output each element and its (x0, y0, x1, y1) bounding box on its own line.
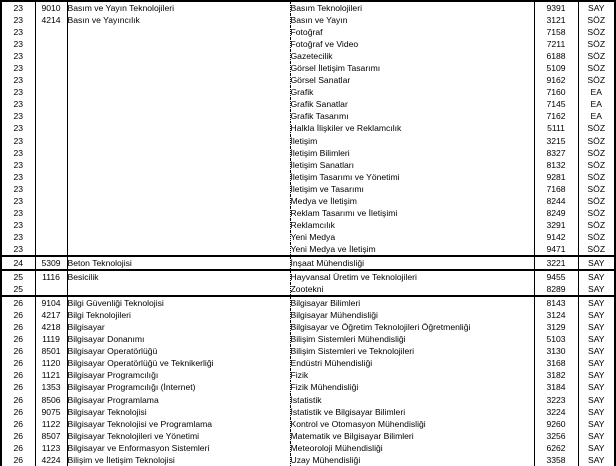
score-type-cell: SAY (578, 283, 615, 296)
score-type-cell: SAY (587, 322, 605, 333)
row-number-cell: 26 (1, 418, 35, 430)
program-code-cell: 1122 (35, 418, 67, 430)
equivalent-program-cell: Uzay Mühendisliği (290, 454, 534, 466)
equivalent-program-cell: Bilişim Sistemleri ve Teknolojileri (290, 345, 534, 357)
equivalent-program-cell: Fizik (290, 369, 534, 381)
equivalent-program-cell: Matematik ve Bilgisayar Bilimleri (290, 430, 534, 442)
score-type-cell: EA (590, 99, 602, 110)
program-code-cell (35, 195, 67, 207)
equivalent-code-cell: 3224 (534, 406, 578, 418)
score-type-cell: SAY (587, 418, 605, 429)
equivalent-program-cell: Yeni Medya ve İletişim (290, 243, 534, 256)
score-type-cell: SÖZ (587, 183, 606, 194)
equivalent-code-cell: 8132 (534, 159, 578, 171)
equivalent-code-cell: 7162 (534, 110, 578, 122)
score-type-cell: SAY (587, 442, 605, 453)
equivalent-code-cell: 9391 (534, 1, 578, 14)
conversion-table-body (1, 1, 615, 466)
program-name-cell (67, 86, 290, 98)
equivalent-code-cell: 9162 (534, 74, 578, 86)
row-number-cell: 26 (1, 454, 35, 466)
program-name-cell (67, 26, 290, 38)
row-number-cell: 26 (1, 357, 35, 369)
program-code-cell (35, 26, 67, 38)
equivalent-program-cell: Zootekni (290, 283, 534, 296)
score-type-cell: SAY (587, 334, 605, 345)
equivalent-code-cell: 3124 (534, 309, 578, 321)
table-row (1, 135, 615, 147)
table-row (1, 231, 615, 243)
program-name-cell (67, 207, 290, 219)
table-row (1, 418, 615, 430)
program-name-cell (67, 283, 290, 296)
program-code-cell: 4217 (35, 309, 67, 321)
table-row (1, 296, 615, 309)
equivalent-program-cell: İletişim (290, 135, 534, 147)
program-name-cell: Besicilik (67, 270, 290, 283)
table-row (1, 122, 615, 134)
table-row (1, 406, 615, 418)
equivalent-code-cell: 8143 (534, 296, 578, 309)
table-row (1, 369, 615, 381)
equivalent-code-cell: 3130 (534, 345, 578, 357)
row-number-cell: 23 (1, 243, 35, 256)
program-code-cell: 5309 (35, 256, 67, 270)
equivalent-program-cell: Reklamcılık (290, 219, 534, 231)
equivalent-code-cell: 8244 (534, 195, 578, 207)
row-number-cell: 26 (1, 321, 35, 333)
equivalent-program-cell: İletişim Sanatları (290, 159, 534, 171)
program-code-cell: 9075 (35, 406, 67, 418)
table-row (1, 14, 615, 26)
table-row (1, 86, 615, 98)
program-code-cell: 1121 (35, 369, 67, 381)
row-number-cell: 23 (1, 38, 35, 50)
program-code-cell (35, 122, 67, 134)
equivalent-code-cell: 7168 (534, 183, 578, 195)
program-name-cell: Bilgisayar Programcılığı (İnternet) (67, 381, 290, 393)
equivalent-program-cell: Fotoğraf ve Video (290, 38, 534, 50)
row-number-cell: 26 (1, 442, 35, 454)
program-name-cell: Basım ve Yayın Teknolojileri (67, 1, 290, 14)
equivalent-code-cell: 3184 (534, 381, 578, 393)
program-code-cell: 9010 (35, 1, 67, 14)
row-number-cell: 23 (1, 147, 35, 159)
equivalent-code-cell: 7211 (534, 38, 578, 50)
score-type-cell: SÖZ (587, 27, 606, 38)
program-name-cell (67, 171, 290, 183)
program-name-cell (67, 62, 290, 74)
equivalent-program-cell: Medya ve İletişim (290, 195, 534, 207)
program-name-cell: Bilgisayar Programcılığı (67, 369, 290, 381)
program-code-cell (35, 62, 67, 74)
equivalent-program-cell: Fotoğraf (290, 26, 534, 38)
table-row (1, 62, 615, 74)
program-name-cell: Bilgisayar Operatörlüğü (67, 345, 290, 357)
row-number-cell: 23 (1, 1, 35, 14)
equivalent-code-cell: 5111 (534, 122, 578, 134)
score-type-cell: SÖZ (587, 195, 606, 206)
program-code-cell (35, 135, 67, 147)
row-number-cell: 26 (1, 296, 35, 309)
program-name-cell (67, 38, 290, 50)
score-type-cell: SÖZ (587, 135, 606, 146)
program-name-cell (67, 219, 290, 231)
program-code-cell: 9104 (35, 296, 67, 309)
equivalent-program-cell: Bilgisayar ve Öğretim Teknolojileri Öğretmenliği (290, 321, 534, 333)
score-type-cell: SÖZ (587, 51, 606, 62)
table-row (1, 321, 615, 333)
program-name-cell (67, 243, 290, 256)
program-code-cell: 1353 (35, 381, 67, 393)
program-name-cell (67, 50, 290, 62)
table-row (1, 270, 615, 283)
score-type-cell: SAY (587, 394, 605, 405)
program-name-cell (67, 74, 290, 86)
program-name-cell (67, 231, 290, 243)
row-number-cell: 26 (1, 430, 35, 442)
table-row (1, 394, 615, 406)
program-code-cell (35, 243, 67, 256)
program-name-cell: Basın ve Yayıncılık (67, 14, 290, 26)
equivalent-program-cell: Halkla İlişkiler ve Reklamcılık (290, 122, 534, 134)
equivalent-code-cell: 3182 (534, 369, 578, 381)
equivalent-code-cell: 8249 (534, 207, 578, 219)
score-type-cell: SÖZ (587, 159, 606, 170)
row-number-cell: 23 (1, 110, 35, 122)
equivalent-code-cell: 8327 (534, 147, 578, 159)
row-number-cell: 23 (1, 62, 35, 74)
program-code-cell: 4214 (35, 14, 67, 26)
program-code-cell: 1123 (35, 442, 67, 454)
row-number-cell: 26 (1, 369, 35, 381)
program-code-cell (35, 183, 67, 195)
score-type-cell: EA (590, 111, 602, 122)
program-code-cell (35, 231, 67, 243)
program-name-cell: Bilgisayar Donanımı (67, 333, 290, 345)
equivalent-code-cell: 9260 (534, 418, 578, 430)
equivalent-program-cell: Endüstri Mühendisliği (290, 357, 534, 369)
score-type-cell: SÖZ (587, 147, 606, 158)
table-row (1, 357, 615, 369)
equivalent-program-cell: Meteoroloji Mühendisliği (290, 442, 534, 454)
table-row (1, 98, 615, 110)
program-code-cell: 8506 (35, 394, 67, 406)
row-number-cell: 23 (1, 171, 35, 183)
equivalent-program-cell: İnşaat Mühendisliği (290, 256, 534, 270)
equivalent-program-cell: Basım Teknolojileri (290, 1, 534, 14)
equivalent-code-cell: 9471 (534, 243, 578, 256)
program-code-cell (35, 147, 67, 159)
program-name-cell: Bilgi Teknolojileri (67, 309, 290, 321)
table-row (1, 256, 615, 270)
equivalent-program-cell: Kontrol ve Otomasyon Mühendisliği (290, 418, 534, 430)
program-name-cell (67, 135, 290, 147)
table-row (1, 171, 615, 183)
table-row (1, 1, 615, 14)
score-type-cell: SÖZ (587, 219, 606, 230)
equivalent-program-cell: Hayvansal Üretim ve Teknolojileri (290, 270, 534, 283)
equivalent-code-cell: 7158 (534, 26, 578, 38)
score-type-cell: SÖZ (587, 123, 606, 134)
table-row (1, 454, 615, 466)
program-code-cell: 8507 (35, 430, 67, 442)
row-number-cell: 23 (1, 159, 35, 171)
program-name-cell: Bilgisayar Teknolojileri ve Yönetimi (67, 430, 290, 442)
program-code-cell: 1120 (35, 357, 67, 369)
equivalent-program-cell: Fizik Mühendisliği (290, 381, 534, 393)
program-name-cell: Bilgi Güvenliği Teknolojisi (67, 296, 290, 309)
equivalent-program-cell: Grafik (290, 86, 534, 98)
equivalent-program-cell: Gazetecilik (290, 50, 534, 62)
score-type-cell: SÖZ (587, 63, 606, 74)
program-name-cell (67, 110, 290, 122)
table-row (1, 183, 615, 195)
equivalent-program-cell: Bilgisayar Mühendisliği (290, 309, 534, 321)
program-code-cell (35, 74, 67, 86)
table-row (1, 219, 615, 231)
equivalent-code-cell: 6188 (534, 50, 578, 62)
row-number-cell: 23 (1, 135, 35, 147)
score-type-cell: SAY (587, 454, 605, 465)
row-number-cell: 23 (1, 14, 35, 26)
program-name-cell: Beton Teknolojisi (67, 256, 290, 270)
equivalent-code-cell: 3129 (534, 321, 578, 333)
row-number-cell: 23 (1, 26, 35, 38)
program-code-cell (35, 207, 67, 219)
row-number-cell: 25 (1, 270, 35, 283)
table-row (1, 195, 615, 207)
table-row (1, 50, 615, 62)
program-name-cell: Bilişim ve İletişim Teknolojisi (67, 454, 290, 466)
row-number-cell: 23 (1, 122, 35, 134)
program-name-cell: Bilgisayar Programlama (67, 394, 290, 406)
row-number-cell: 24 (1, 256, 35, 270)
program-code-cell (35, 38, 67, 50)
program-code-cell (35, 219, 67, 231)
equivalent-program-cell: İstatistik ve Bilgisayar Bilimleri (290, 406, 534, 418)
table-row (1, 345, 615, 357)
row-number-cell: 23 (1, 50, 35, 62)
equivalent-code-cell: 3221 (534, 256, 578, 270)
program-name-cell: Bilgisayar Operatörlüğü ve Teknikerliği (67, 357, 290, 369)
row-number-cell: 23 (1, 231, 35, 243)
equivalent-program-cell: İstatistik (290, 394, 534, 406)
row-number-cell: 23 (1, 195, 35, 207)
program-name-cell (67, 195, 290, 207)
score-type-cell: SÖZ (587, 207, 606, 218)
score-type-cell: SAY (587, 406, 605, 417)
table-row (1, 309, 615, 321)
equivalent-code-cell: 5103 (534, 333, 578, 345)
score-type-cell: SAY (587, 298, 605, 309)
program-code-cell (35, 98, 67, 110)
table-row (1, 38, 615, 50)
equivalent-program-cell: Bilgisayar Bilimleri (290, 296, 534, 309)
equivalent-code-cell: 3358 (534, 454, 578, 466)
score-type-cell: SAY (587, 3, 605, 14)
equivalent-program-cell: İletişim Bilimleri (290, 147, 534, 159)
equivalent-code-cell: 3223 (534, 394, 578, 406)
program-code-cell: 8501 (35, 345, 67, 357)
program-code-cell (35, 159, 67, 171)
program-code-cell (35, 86, 67, 98)
row-number-cell: 26 (1, 394, 35, 406)
equivalent-code-cell: 5109 (534, 62, 578, 74)
score-type-cell: SAY (587, 370, 605, 381)
equivalent-code-cell: 9281 (534, 171, 578, 183)
table-row (1, 333, 615, 345)
table-row (1, 283, 615, 296)
row-number-cell: 26 (1, 345, 35, 357)
equivalent-code-cell: 3168 (534, 357, 578, 369)
program-code-cell: 4218 (35, 321, 67, 333)
equivalent-code-cell: 8289 (534, 283, 578, 296)
score-type-cell: SÖZ (587, 39, 606, 50)
program-name-cell: Bilgisayar ve Enformasyon Sistemleri (67, 442, 290, 454)
program-name-cell (67, 98, 290, 110)
equivalent-program-cell: Grafik Tasarımı (290, 110, 534, 122)
table-row (1, 381, 615, 393)
equivalent-code-cell: 7160 (534, 86, 578, 98)
score-type-cell: EA (590, 87, 602, 98)
score-type-cell: SÖZ (587, 231, 606, 242)
program-name-cell (67, 183, 290, 195)
table-row (1, 159, 615, 171)
program-code-cell: 1119 (35, 333, 67, 345)
equivalent-program-cell: Reklam Tasarımı ve İletişimi (290, 207, 534, 219)
equivalent-program-cell: Grafik Sanatlar (290, 98, 534, 110)
score-type-cell: SAY (587, 346, 605, 357)
program-name-cell (67, 147, 290, 159)
program-name-cell (67, 159, 290, 171)
equivalent-code-cell: 9455 (534, 270, 578, 283)
score-type-cell: SAY (587, 430, 605, 441)
program-code-cell (35, 171, 67, 183)
row-number-cell: 23 (1, 86, 35, 98)
row-number-cell: 23 (1, 219, 35, 231)
score-type-cell: SAY (587, 272, 605, 283)
equivalent-program-cell: Basın ve Yayın (290, 14, 534, 26)
table-row (1, 74, 615, 86)
program-code-cell (35, 283, 67, 296)
equivalent-program-cell: İletişim Tasarımı ve Yönetimi (290, 171, 534, 183)
score-type-cell: SAY (587, 310, 605, 321)
table-row (1, 26, 615, 38)
row-number-cell: 26 (1, 406, 35, 418)
table-row (1, 442, 615, 454)
equivalent-program-cell: Görsel İletişim Tasarımı (290, 62, 534, 74)
row-number-cell: 23 (1, 207, 35, 219)
program-name-cell: Bilgisayar Teknolojisi (67, 406, 290, 418)
score-type-cell: SAY (587, 358, 605, 369)
program-name-cell: Bilgisayar (67, 321, 290, 333)
table-row (1, 110, 615, 122)
equivalent-program-cell: Bilişim Sistemleri Mühendisliği (290, 333, 534, 345)
row-number-cell: 26 (1, 333, 35, 345)
table-row (1, 243, 615, 256)
row-number-cell: 26 (1, 309, 35, 321)
table-row (1, 207, 615, 219)
table-row (1, 430, 615, 442)
row-number-cell: 25 (1, 283, 35, 296)
equivalent-program-cell: Yeni Medya (290, 231, 534, 243)
equivalent-code-cell: 3291 (534, 219, 578, 231)
score-type-cell: SAY (587, 382, 605, 393)
equivalent-code-cell: 6262 (534, 442, 578, 454)
score-type-cell: SÖZ (587, 15, 606, 26)
score-type-cell: SAY (578, 256, 615, 270)
score-type-cell: SÖZ (587, 75, 606, 86)
equivalent-program-cell: Görsel Sanatlar (290, 74, 534, 86)
row-number-cell: 26 (1, 381, 35, 393)
row-number-cell: 23 (1, 183, 35, 195)
equivalent-code-cell: 3121 (534, 14, 578, 26)
program-name-cell (67, 122, 290, 134)
equivalent-program-cell: İletişim ve Tasarımı (290, 183, 534, 195)
score-type-cell: SÖZ (578, 243, 615, 256)
equivalent-code-cell: 7145 (534, 98, 578, 110)
table-row (1, 147, 615, 159)
program-code-cell (35, 50, 67, 62)
program-code-cell: 4224 (35, 454, 67, 466)
score-type-cell: SÖZ (587, 171, 606, 182)
program-name-cell: Bilgisayar Teknolojisi ve Programlama (67, 418, 290, 430)
equivalent-code-cell: 9142 (534, 231, 578, 243)
program-code-cell (35, 110, 67, 122)
equivalent-code-cell: 3256 (534, 430, 578, 442)
row-number-cell: 23 (1, 74, 35, 86)
equivalent-code-cell: 3215 (534, 135, 578, 147)
program-code-cell: 1116 (35, 270, 67, 283)
row-number-cell: 23 (1, 98, 35, 110)
